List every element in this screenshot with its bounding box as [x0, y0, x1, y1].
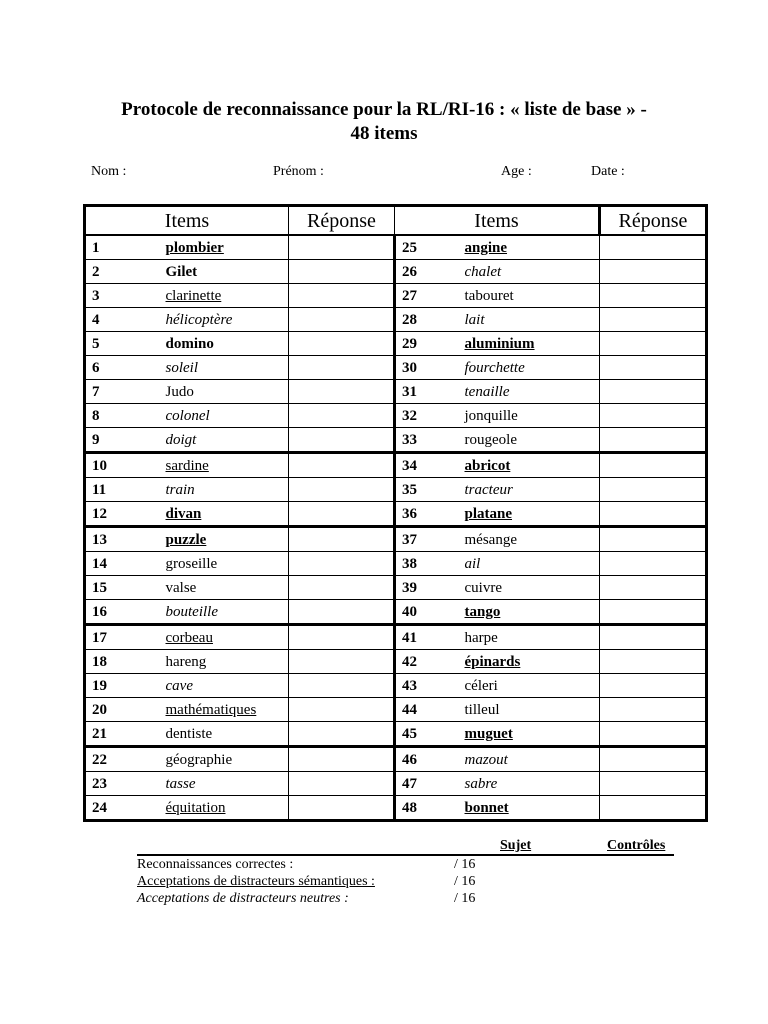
item-number: 40: [395, 600, 461, 625]
item-number: 48: [395, 796, 461, 821]
item-number: 18: [85, 650, 162, 674]
item-number: 24: [85, 796, 162, 821]
table-row: [85, 404, 707, 428]
response-cell[interactable]: [289, 600, 395, 625]
item-number: 7: [85, 380, 162, 404]
table-row: [85, 284, 707, 308]
table-row: [85, 502, 707, 527]
items-table-body: [85, 235, 707, 821]
response-cell[interactable]: [600, 478, 707, 502]
item-word: abricot: [461, 453, 600, 478]
title-line-2: 48 items: [350, 123, 418, 144]
response-cell[interactable]: [289, 772, 395, 796]
item-word: cuivre: [461, 576, 600, 600]
table-row: [85, 308, 707, 332]
item-number: 47: [395, 772, 461, 796]
item-word: angine: [461, 235, 600, 260]
response-cell[interactable]: [289, 332, 395, 356]
response-cell[interactable]: [289, 380, 395, 404]
item-word: céleri: [461, 674, 600, 698]
table-row: [85, 600, 707, 625]
table-row: [85, 772, 707, 796]
response-cell[interactable]: [289, 527, 395, 552]
item-number: 32: [395, 404, 461, 428]
response-cell[interactable]: [600, 428, 707, 453]
response-cell[interactable]: [289, 625, 395, 650]
item-number: 15: [85, 576, 162, 600]
item-number: 10: [85, 453, 162, 478]
header-items-left: Items: [85, 206, 289, 236]
summary-label: Acceptations de distracteurs sémantiques :: [137, 874, 375, 889]
item-number: 1: [85, 235, 162, 260]
header-reponse-right: Réponse: [600, 206, 707, 236]
item-word: groseille: [162, 552, 289, 576]
item-word: géographie: [162, 747, 289, 772]
response-cell[interactable]: [600, 235, 707, 260]
item-word: plombier: [162, 235, 289, 260]
item-number: 25: [395, 235, 461, 260]
item-number: 30: [395, 356, 461, 380]
item-word: tenaille: [461, 380, 600, 404]
prenom-field: Prénom :: [273, 164, 324, 179]
response-cell[interactable]: [289, 356, 395, 380]
item-number: 19: [85, 674, 162, 698]
table-row: [85, 674, 707, 698]
response-cell[interactable]: [600, 356, 707, 380]
response-cell[interactable]: [289, 478, 395, 502]
item-word: jonquille: [461, 404, 600, 428]
response-cell[interactable]: [289, 428, 395, 453]
response-cell[interactable]: [289, 308, 395, 332]
item-word: mazout: [461, 747, 600, 772]
item-word: colonel: [162, 404, 289, 428]
item-number: 6: [85, 356, 162, 380]
item-number: 37: [395, 527, 461, 552]
item-number: 35: [395, 478, 461, 502]
item-word: chalet: [461, 260, 600, 284]
item-word: aluminium: [461, 332, 600, 356]
item-number: 28: [395, 308, 461, 332]
item-word: corbeau: [162, 625, 289, 650]
summary-score: / 16: [454, 891, 476, 906]
item-word: valse: [162, 576, 289, 600]
item-number: 44: [395, 698, 461, 722]
response-cell[interactable]: [289, 552, 395, 576]
item-word: tasse: [162, 772, 289, 796]
response-cell[interactable]: [600, 404, 707, 428]
response-cell[interactable]: [289, 260, 395, 284]
table-row: [85, 235, 707, 260]
response-cell[interactable]: [600, 625, 707, 650]
item-number: 42: [395, 650, 461, 674]
response-cell[interactable]: [600, 650, 707, 674]
item-word: puzzle: [162, 527, 289, 552]
summary-section: [137, 854, 674, 907]
response-cell[interactable]: [289, 698, 395, 722]
response-cell[interactable]: [600, 502, 707, 527]
response-cell[interactable]: [600, 260, 707, 284]
response-cell[interactable]: [600, 576, 707, 600]
date-field: Date :: [591, 164, 625, 179]
response-cell[interactable]: [289, 235, 395, 260]
response-cell[interactable]: [289, 650, 395, 674]
page-title: [0, 98, 768, 146]
item-word: hélicoptère: [162, 308, 289, 332]
table-row: [85, 453, 707, 478]
item-number: 22: [85, 747, 162, 772]
item-number: 4: [85, 308, 162, 332]
summary-label: Acceptations de distracteurs neutres :: [137, 891, 349, 906]
item-word: muguet: [461, 722, 600, 747]
response-cell[interactable]: [289, 284, 395, 308]
item-word: hareng: [162, 650, 289, 674]
item-number: 5: [85, 332, 162, 356]
item-number: 29: [395, 332, 461, 356]
item-number: 39: [395, 576, 461, 600]
table-row: [85, 625, 707, 650]
response-cell[interactable]: [289, 722, 395, 747]
item-number: 31: [395, 380, 461, 404]
item-number: 8: [85, 404, 162, 428]
response-cell[interactable]: [289, 453, 395, 478]
item-word: bouteille: [162, 600, 289, 625]
item-number: 41: [395, 625, 461, 650]
response-cell[interactable]: [600, 747, 707, 772]
item-word: fourchette: [461, 356, 600, 380]
item-word: dentiste: [162, 722, 289, 747]
summary-label: Reconnaissances correctes :: [137, 857, 294, 872]
response-cell[interactable]: [289, 796, 395, 821]
item-number: 16: [85, 600, 162, 625]
item-word: épinards: [461, 650, 600, 674]
item-number: 11: [85, 478, 162, 502]
items-table: [83, 204, 708, 822]
item-word: sardine: [162, 453, 289, 478]
summary-col-controles: Contrôles: [607, 838, 666, 853]
summary-score: / 16: [454, 857, 476, 872]
item-number: 20: [85, 698, 162, 722]
response-cell[interactable]: [600, 722, 707, 747]
nom-field: Nom :: [91, 164, 127, 179]
summary-row: [137, 890, 674, 907]
item-number: 27: [395, 284, 461, 308]
item-word: tango: [461, 600, 600, 625]
table-row: [85, 698, 707, 722]
item-word: équitation: [162, 796, 289, 821]
item-number: 23: [85, 772, 162, 796]
table-row: [85, 356, 707, 380]
title-line-1: Protocole de reconnaissance pour la RL/RI-16 : « liste de base » -: [121, 99, 647, 120]
item-word: Judo: [162, 380, 289, 404]
response-cell[interactable]: [600, 772, 707, 796]
item-number: 46: [395, 747, 461, 772]
item-word: soleil: [162, 356, 289, 380]
item-number: 9: [85, 428, 162, 453]
table-row: [85, 478, 707, 502]
header-items-right: Items: [395, 206, 600, 236]
response-cell[interactable]: [600, 332, 707, 356]
table-row: [85, 747, 707, 772]
item-number: 34: [395, 453, 461, 478]
summary-col-sujet: Sujet: [500, 838, 532, 853]
item-number: 2: [85, 260, 162, 284]
item-number: 45: [395, 722, 461, 747]
summary-row: [137, 873, 674, 890]
header-reponse-left: Réponse: [289, 206, 395, 236]
item-number: 17: [85, 625, 162, 650]
item-word: sabre: [461, 772, 600, 796]
response-cell[interactable]: [600, 796, 707, 821]
summary-row: [137, 856, 674, 873]
table-row: [85, 260, 707, 284]
response-cell[interactable]: [289, 404, 395, 428]
table-row: [85, 428, 707, 453]
item-number: 13: [85, 527, 162, 552]
table-row: [85, 650, 707, 674]
table-row: [85, 552, 707, 576]
response-cell[interactable]: [600, 600, 707, 625]
table-row: [85, 332, 707, 356]
item-word: Gilet: [162, 260, 289, 284]
age-field: Age :: [501, 164, 532, 179]
response-cell[interactable]: [600, 380, 707, 404]
item-number: 21: [85, 722, 162, 747]
response-cell[interactable]: [289, 502, 395, 527]
item-word: mathématiques: [162, 698, 289, 722]
item-number: 3: [85, 284, 162, 308]
item-word: harpe: [461, 625, 600, 650]
response-cell[interactable]: [600, 552, 707, 576]
item-number: 38: [395, 552, 461, 576]
item-word: rougeole: [461, 428, 600, 453]
item-word: bonnet: [461, 796, 600, 821]
response-cell[interactable]: [600, 308, 707, 332]
item-word: mésange: [461, 527, 600, 552]
table-row: [85, 796, 707, 821]
item-number: 14: [85, 552, 162, 576]
response-cell[interactable]: [600, 284, 707, 308]
item-number: 26: [395, 260, 461, 284]
response-cell[interactable]: [289, 674, 395, 698]
table-header-row: [85, 206, 707, 236]
item-word: tabouret: [461, 284, 600, 308]
item-word: lait: [461, 308, 600, 332]
table-row: [85, 722, 707, 747]
item-word: clarinette: [162, 284, 289, 308]
table-row: [85, 380, 707, 404]
item-word: cave: [162, 674, 289, 698]
summary-score: / 16: [454, 874, 476, 889]
item-number: 36: [395, 502, 461, 527]
item-word: doigt: [162, 428, 289, 453]
item-word: domino: [162, 332, 289, 356]
item-word: train: [162, 478, 289, 502]
item-word: tilleul: [461, 698, 600, 722]
response-cell[interactable]: [600, 453, 707, 478]
response-cell[interactable]: [600, 698, 707, 722]
table-row: [85, 576, 707, 600]
item-word: divan: [162, 502, 289, 527]
response-cell[interactable]: [600, 527, 707, 552]
item-number: 12: [85, 502, 162, 527]
item-word: ail: [461, 552, 600, 576]
item-word: tracteur: [461, 478, 600, 502]
item-word: platane: [461, 502, 600, 527]
response-cell[interactable]: [600, 674, 707, 698]
response-cell[interactable]: [289, 747, 395, 772]
table-row: [85, 527, 707, 552]
item-number: 33: [395, 428, 461, 453]
response-cell[interactable]: [289, 576, 395, 600]
item-number: 43: [395, 674, 461, 698]
